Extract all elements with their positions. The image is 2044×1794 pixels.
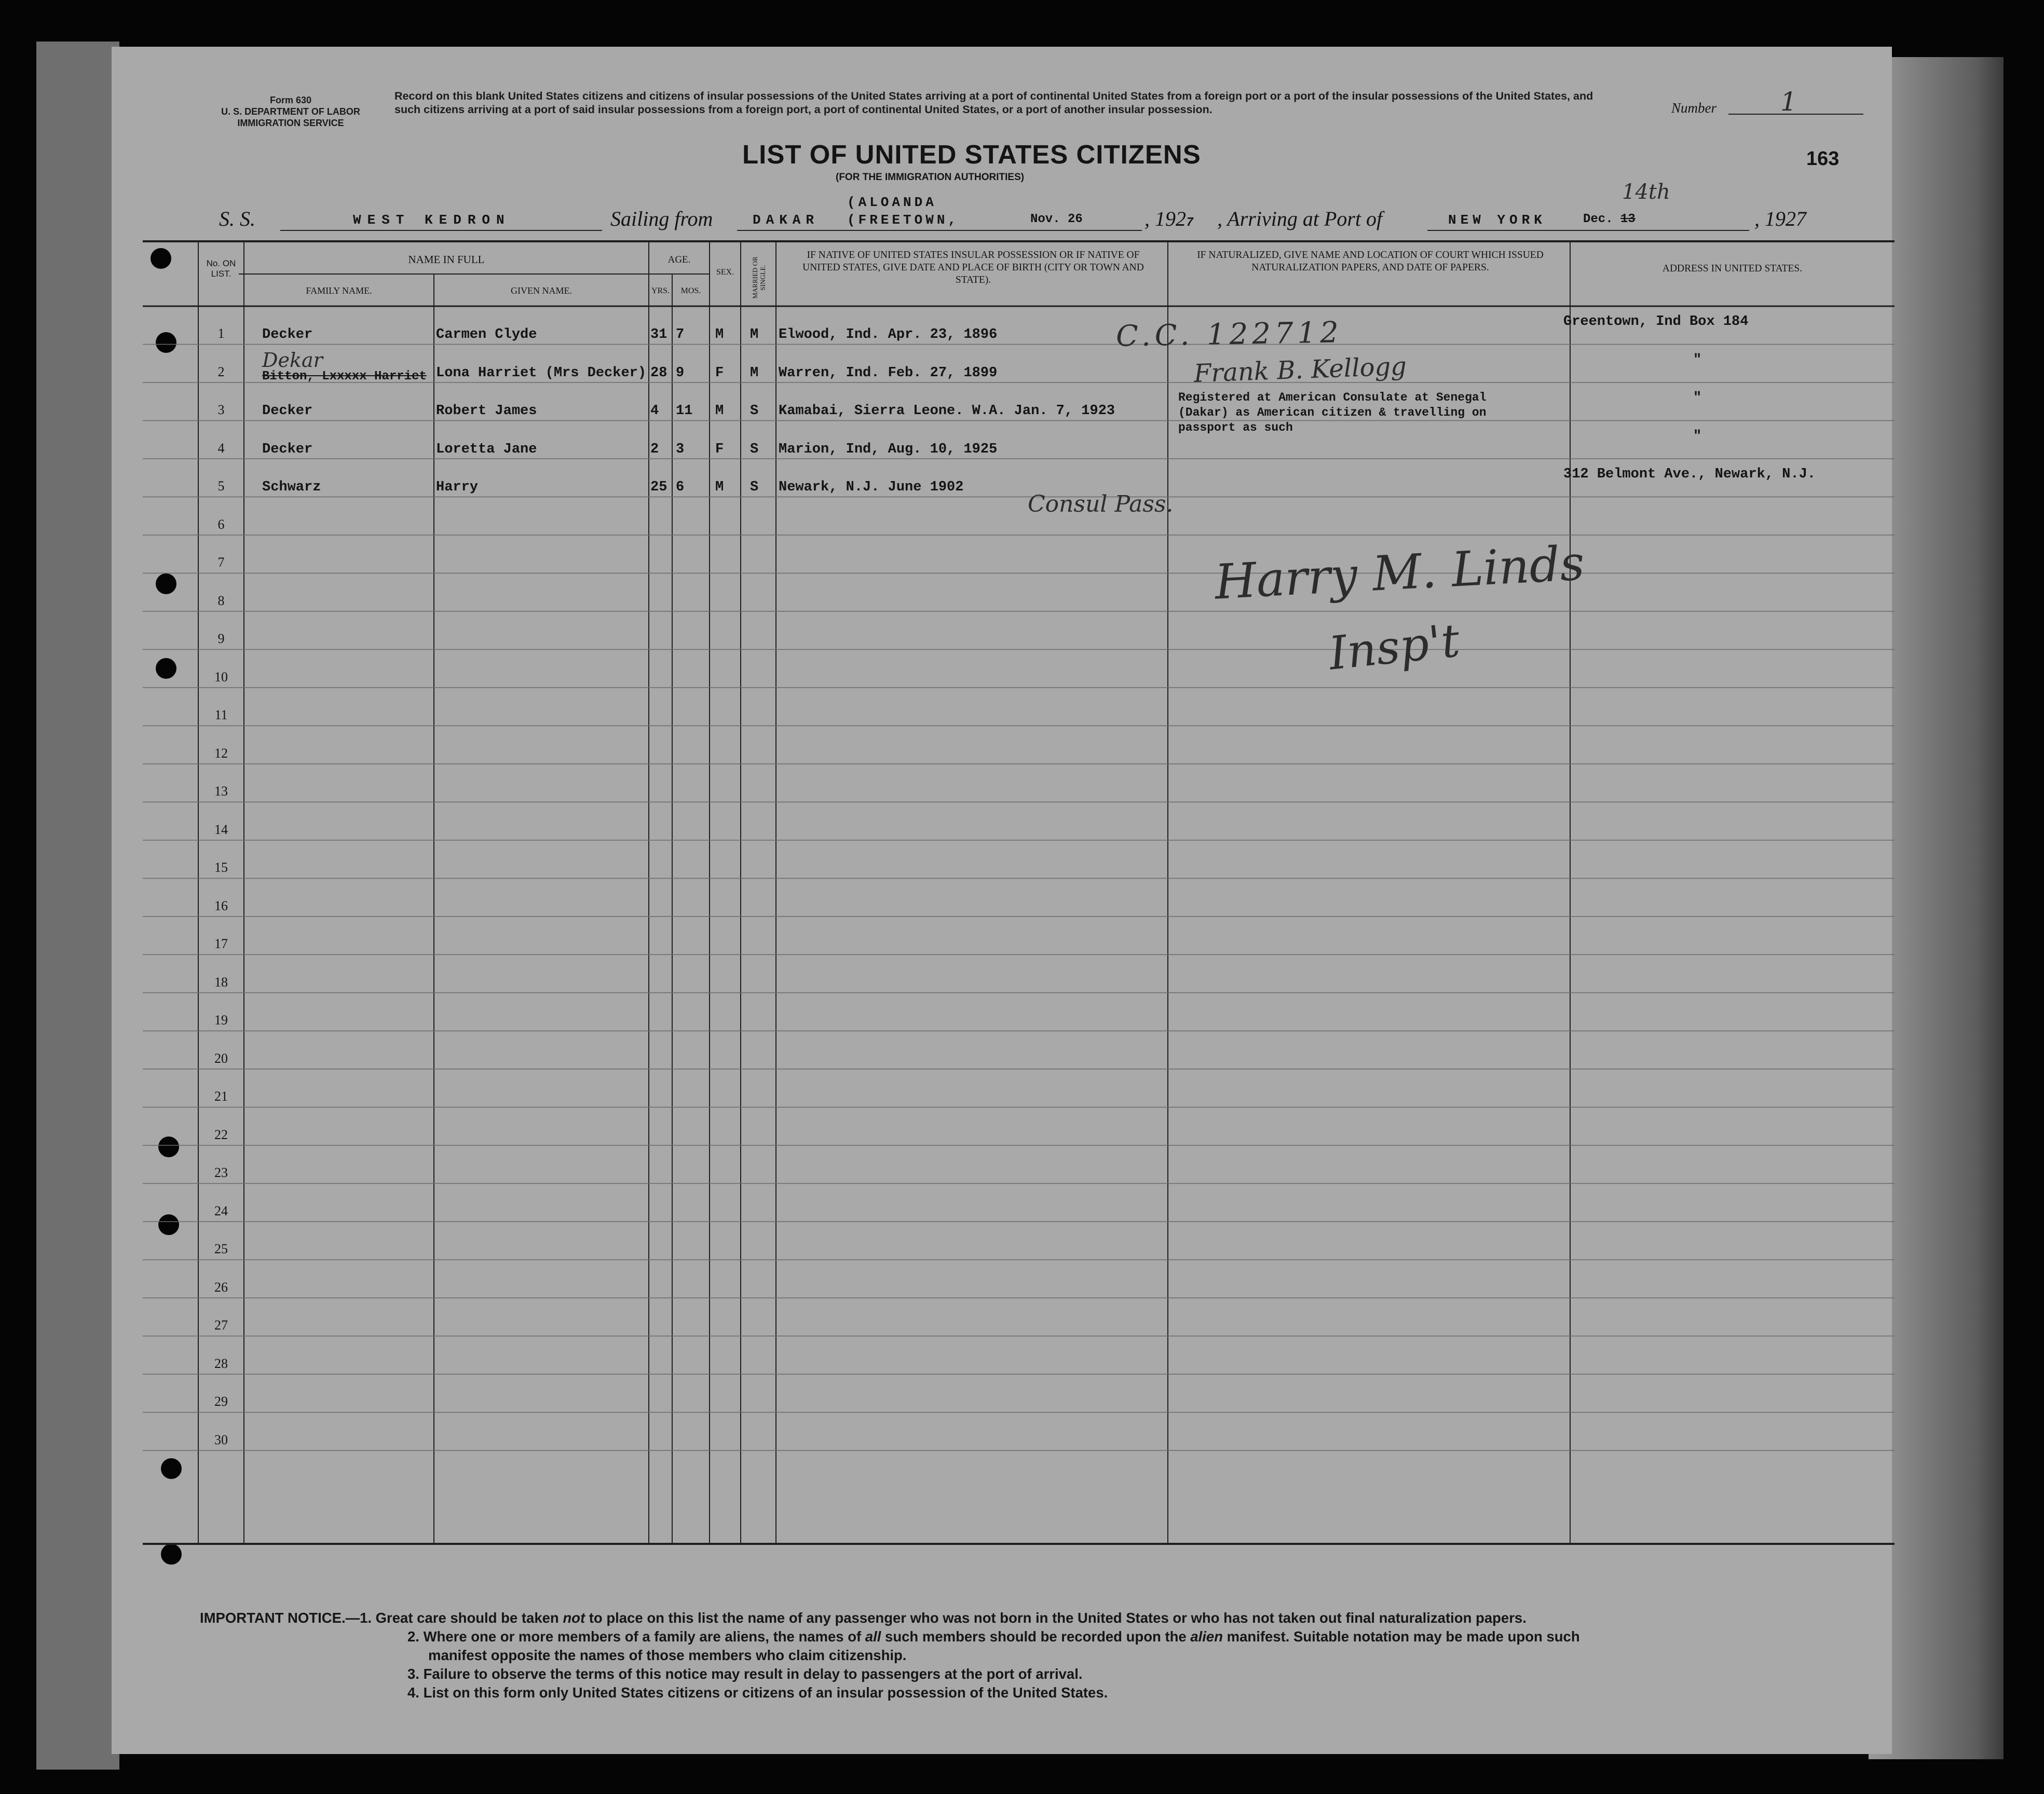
row-number: 6	[217, 516, 225, 532]
notice-item-2-mid: such members should be recorded upon the	[881, 1628, 1191, 1645]
notice-item-2-continuation: manifest opposite the names of those members who claim citizenship.	[428, 1647, 907, 1663]
passenger-age-years: 2	[650, 441, 659, 457]
arrival-date-struck: 13	[1620, 212, 1636, 226]
row-number: 8	[217, 593, 225, 608]
passenger-given-name: Lona Harriet (Mrs Decker)	[436, 365, 647, 381]
passenger-sex: M	[715, 327, 724, 343]
arrival-date: Dec.	[1583, 212, 1613, 226]
passenger-marital-status: S	[750, 441, 759, 457]
naturalization-note-line-1: Registered at American Consulate at Senegal	[1178, 391, 1487, 404]
row-number: 28	[214, 1355, 228, 1371]
passenger-family-name: Decker	[262, 327, 313, 343]
passenger-marital-status: M	[750, 327, 759, 343]
notice-item-2-emphasis: all	[865, 1628, 881, 1645]
header-sex: SEX.	[716, 268, 734, 277]
header-age: AGE.	[667, 254, 691, 265]
naturalization-note-line-3: passport as such	[1178, 421, 1293, 434]
header-naturalization: IF NATURALIZED, GIVE NAME AND LOCATION OF COURT WHICH ISSUED NATURALIZATION PAPERS, AND DATE OF PAPERS.	[1197, 250, 1544, 273]
row-number: 30	[214, 1432, 228, 1447]
passenger-address: "	[1693, 390, 1702, 406]
passenger-family-name: Schwarz	[262, 480, 321, 495]
additional-port-top: (ALOANDA	[847, 195, 937, 210]
important-notice	[200, 1609, 1887, 1702]
passenger-sex: F	[715, 365, 724, 381]
row-number: 18	[214, 974, 228, 990]
passenger-birth-place-date: Newark, N.J. June 1902	[779, 480, 964, 495]
handwritten-consul-pass: Consul Pass.	[1028, 491, 1174, 517]
row-number: 15	[214, 860, 228, 875]
row-number: 2	[217, 364, 225, 379]
passenger-marital-status: S	[750, 403, 759, 419]
header-given-name: GIVEN NAME.	[511, 285, 572, 296]
passenger-given-name: Robert James	[436, 403, 537, 419]
notice-item-1-emphasis: not	[563, 1610, 585, 1626]
row-number: 27	[214, 1318, 228, 1333]
header-age-months: MOS.	[680, 286, 701, 295]
sail-year-digit: 7	[1186, 216, 1194, 230]
naturalization-note-line-2: (Dakar) as American citizen & travelling on	[1178, 406, 1487, 419]
passenger-birth-place-date: Marion, Ind, Aug. 10, 1925	[779, 441, 998, 457]
passenger-birth-place-date: Elwood, Ind. Apr. 23, 1896	[779, 327, 998, 343]
row-number: 12	[214, 745, 228, 761]
notice-item-2-emphasis-2: alien	[1190, 1628, 1223, 1645]
sailing-date: Nov. 26	[1030, 212, 1083, 226]
service-name: IMMIGRATION SERVICE	[237, 118, 344, 128]
notice-item-2-end: manifest. Suitable notation may be made upon such	[1223, 1628, 1580, 1645]
header-address: ADDRESS IN UNITED STATES.	[1662, 263, 1803, 274]
header-place-of-birth: IF NATIVE OF UNITED STATES INSULAR POSSESSION OR IF NATIVE OF UNITED STATES, GIVE DATE AND PLACE OF BIRTH (CITY OR TOWN AND STATE).	[802, 250, 1144, 285]
header-married-or-single: MARRIED OR SINGLE.	[751, 256, 767, 299]
passenger-sex: M	[715, 403, 724, 419]
passenger-marital-status: S	[750, 480, 759, 495]
row-number: 10	[214, 669, 228, 684]
row-number: 11	[214, 707, 228, 722]
page-subtitle: (FOR THE IMMIGRATION AUTHORITIES)	[836, 172, 1025, 183]
arrival-year: , 1927	[1754, 207, 1806, 230]
row-number: 7	[217, 555, 225, 570]
form-instructions: Record on this blank United States citizens and citizens of insular possessions of the United States arriving at a port of continental United States from a foreign port or a port of the insular possessions of the United States, and such citizens arriving at a port of said insular possessions from a foreign port, a port of continental United States, or a port of another insular possession.	[394, 90, 1593, 116]
passenger-marital-status: M	[750, 365, 759, 381]
notice-item-1: —1. Great care should be taken	[345, 1610, 563, 1626]
row-number: 1	[217, 326, 225, 341]
passenger-age-months: 11	[676, 403, 693, 419]
form-number: Form 630	[269, 95, 312, 105]
header-no-on-list: No. ON LIST.	[206, 258, 236, 279]
passenger-address: "	[1693, 428, 1702, 444]
notice-item-2: 2. Where one or more members of a family are aliens, the names of	[407, 1628, 865, 1645]
row-number: 26	[214, 1279, 228, 1295]
inspector-signature: Harry M. Linds	[1213, 535, 1586, 610]
number-label: Number	[1671, 100, 1716, 116]
passenger-given-name: Loretta Jane	[436, 441, 537, 457]
page-number: 163	[1806, 148, 1839, 170]
row-number: 5	[217, 478, 225, 494]
passenger-age-years: 4	[650, 403, 659, 419]
row-number: 29	[214, 1394, 228, 1409]
row-number: 9	[217, 631, 225, 646]
passenger-family-name: Decker	[262, 403, 313, 419]
row-number: 4	[217, 440, 225, 456]
row-number: 25	[214, 1241, 228, 1256]
inspector-title: Insp't	[1326, 613, 1463, 680]
notice-label: IMPORTANT NOTICE.	[200, 1610, 346, 1626]
row-number: 16	[214, 898, 228, 913]
passenger-address: "	[1693, 352, 1702, 368]
row-number: 14	[214, 821, 228, 837]
row-number: 20	[214, 1050, 228, 1066]
row-number: 23	[214, 1165, 228, 1180]
passenger-address: Greentown, Ind Box 184	[1563, 314, 1749, 330]
header-name-in-full: NAME IN FULL	[408, 253, 485, 266]
header-family-name: FAMILY NAME.	[306, 285, 372, 296]
sail-year-prefix: , 192	[1144, 207, 1186, 230]
row-number: 22	[214, 1127, 228, 1142]
ss-label: S. S.	[219, 207, 255, 230]
page-title: LIST OF UNITED STATES CITIZENS	[742, 140, 1201, 169]
passenger-age-months: 7	[676, 327, 685, 343]
number-value: 1	[1780, 87, 1797, 117]
passenger-birth-place-date: Warren, Ind. Feb. 27, 1899	[779, 365, 998, 381]
row-number: 24	[214, 1203, 228, 1218]
passenger-sex: M	[715, 480, 724, 495]
department-name: U. S. DEPARTMENT OF LABOR	[221, 106, 360, 117]
sailing-from-label: Sailing from	[610, 207, 713, 230]
passenger-given-name: Harry	[436, 480, 479, 495]
arrival-port: NEW YORK	[1448, 212, 1546, 228]
additional-port-bottom: (FREETOWN,	[847, 212, 960, 228]
passenger-birth-place-date: Kamabai, Sierra Leone. W.A. Jan. 7, 1923	[779, 403, 1115, 419]
header-age-years: YRS.	[651, 286, 670, 295]
arrival-date-handwritten: 14th	[1622, 180, 1670, 204]
port-of-departure: DAKAR	[753, 212, 820, 228]
notice-item-4: 4. List on this form only United States citizens or citizens of an insular possession of the United States.	[407, 1685, 1108, 1701]
row-number: 21	[214, 1089, 228, 1104]
naturalization-note	[1178, 390, 1487, 435]
passenger-family-name: Decker	[262, 441, 313, 457]
row-number: 3	[217, 402, 225, 417]
passenger-age-months: 3	[676, 441, 685, 457]
passenger-address: 312 Belmont Ave., Newark, N.J.	[1563, 467, 1816, 482]
passenger-given-name: Carmen Clyde	[436, 327, 537, 343]
notice-item-3: 3. Failure to observe the terms of this notice may result in delay to passengers at the port of arrival.	[407, 1666, 1083, 1682]
row-number: 13	[214, 784, 228, 799]
passenger-age-years: 31	[650, 327, 667, 343]
arriving-label: , Arriving at Port of	[1217, 207, 1383, 230]
passenger-age-months: 6	[676, 480, 685, 495]
passenger-family-name-struck: Bitton, Lxxxxx Harriet	[262, 369, 427, 384]
passenger-family-name: Dekar	[262, 348, 323, 372]
passenger-sex: F	[715, 441, 724, 457]
passenger-age-years: 28	[650, 365, 667, 381]
ship-name: WEST KEDRON	[353, 212, 511, 228]
passenger-age-years: 25	[650, 480, 667, 495]
notice-item-1-rest: to place on this list the name of any passenger who was not born in the United States or who has not taken out final naturalization papers.	[585, 1610, 1527, 1626]
handwritten-certificate-number: C.C. 122712	[1115, 316, 1343, 353]
handwritten-consul-name: Frank B. Kellogg	[1193, 351, 1407, 389]
passenger-age-months: 9	[676, 365, 685, 381]
row-number: 17	[214, 936, 228, 951]
row-number: 19	[214, 1012, 228, 1028]
